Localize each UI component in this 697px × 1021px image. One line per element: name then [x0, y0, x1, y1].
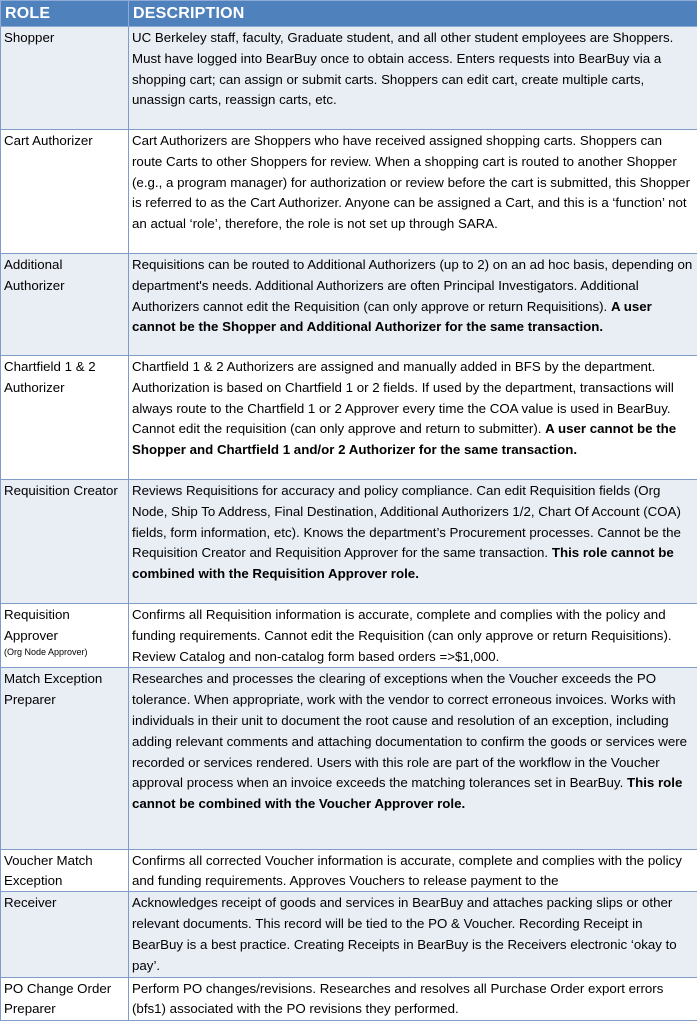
role-note: (Org Node Approver) [4, 647, 125, 658]
table-row [1, 977, 697, 1021]
description-bold-note: A user cannot be the Shopper and Chartfield 1 and/or 2 Authorizer for the same transaction. [132, 421, 676, 457]
description-text: Cart Authorizers are Shoppers who have received assigned shopping carts. Shoppers can route Carts to other Shoppers for review. When a shopping cart is routed to another Shopper (e.g., a program manager) for authorization or review before the cart is submitted, this Shopper is referred to as the Cart Authorizer. Anyone can be assigned a Cart, and this is a ‘function’ not an actual ‘role’, therefore, the role is not set up through SARA. [132, 133, 690, 231]
role-name: Shopper [4, 30, 54, 45]
role-column-header: ROLE [1, 1, 129, 27]
table-row [1, 27, 697, 130]
role-name: Requisition Approver [4, 607, 70, 643]
role-cell [1, 130, 129, 254]
role-cell [1, 604, 129, 668]
role-cell [1, 27, 129, 130]
role-name: Requisition Creator [4, 483, 118, 498]
description-bold-note: A user cannot be the Shopper and Additional Authorizer for the same transaction. [132, 299, 652, 335]
role-name: Receiver [4, 895, 56, 910]
description-text: Requisitions can be routed to Additional Authorizers (up to 2) on an ad hoc basis, depending on department's needs. Additional Authorizers are often Principal Investigators. Additional Authorizers cannot edit the Requisition (can only approve or return Requisitions). [132, 257, 692, 314]
role-cell [1, 668, 129, 850]
description-bold-note: This role cannot be combined with the Voucher Approver role. [132, 775, 682, 811]
description-column-header: DESCRIPTION [129, 1, 697, 27]
description-text: UC Berkeley staff, faculty, Graduate student, and all other student employees are Shoppers. Must have logged into BearBuy once to obtain access. Enters requests into BearBuy via a shopping cart; can assign or submit carts. Shoppers can edit cart, create multiple carts, unassign carts, reassign carts, etc. [132, 30, 673, 107]
description-cell [129, 27, 697, 130]
description-cell [129, 850, 697, 892]
description-text: Confirms all corrected Voucher information is accurate, complete and complies with the policy and funding requirements. Approves Vouchers to release payment to the [132, 853, 682, 888]
description-text: Acknowledges receipt of goods and services in BearBuy and attaches packing slips or other relevant documents. This record will be tied to the PO & Voucher. Recording Receipt in BearBuy is a best practice. Creating Receipts in BearBuy is the Receivers electronic ‘okay to pay’. [132, 895, 677, 972]
description-text: Researches and processes the clearing of exceptions when the Voucher exceeds the PO tolerance. When appropriate, work with the vendor to correct erroneous invoices. Works with individuals in their unit to document the root cause and resolution of an exception, including adding relevant comments and attaching documentation to confirm the goods or services were recorded or services rendered. Users with this role are part of the workflow in the Voucher approval process when an invoice exceeds the matching tolerances set in BearBuy. [132, 671, 687, 790]
role-name: Voucher Match Exception [4, 853, 93, 888]
role-cell [1, 480, 129, 604]
table-row [1, 668, 697, 850]
role-cell [1, 356, 129, 480]
description-text: Confirms all Requisition information is accurate, complete and complies with the policy and funding requirements. Cannot edit the Requisition (can only approve or return Requisitions). Review Catalog and non-catalog form based orders =>$1,000. [132, 607, 672, 664]
description-cell [129, 892, 697, 977]
table-row [1, 356, 697, 480]
description-cell [129, 356, 697, 480]
description-bold-note: This role cannot be combined with the Requisition Approver role. [132, 545, 674, 581]
description-cell [129, 668, 697, 850]
description-cell [129, 254, 697, 356]
table-row [1, 892, 697, 977]
description-text: Perform PO changes/revisions. Researches and resolves all Purchase Order export errors (bfs1) associated with the PO revisions they performed. [132, 981, 663, 1017]
table-row [1, 254, 697, 356]
description-text: Reviews Requisitions for accuracy and policy compliance. Can edit Requisition fields (Org Node, Ship To Address, Final Destination, Additional Authorizers 1/2, Chart Of Account (COA) fields, form information, etc). Knows the department’s Procurement processes. Cannot be the Requisition Creator and Requisition Approver for the same transaction. [132, 483, 681, 560]
description-cell [129, 977, 697, 1021]
description-cell [129, 480, 697, 604]
description-cell [129, 604, 697, 668]
description-text: Chartfield 1 & 2 Authorizers are assigned and manually added in BFS by the department. Authorization is based on Chartfield 1 or 2 fields. If used by the department, transactions will always route to the Chartfield 1 or 2 Approver every time the COA value is used in BearBuy. Cannot edit the requisition (can only approve and return to submitter). [132, 359, 674, 436]
table-row [1, 604, 697, 668]
table-row [1, 130, 697, 254]
role-cell [1, 892, 129, 977]
role-name: Chartfield 1 & 2 Authorizer [4, 359, 96, 395]
table-row [1, 480, 697, 604]
role-cell [1, 850, 129, 892]
description-cell [129, 130, 697, 254]
role-name: Match Exception Preparer [4, 671, 102, 707]
table-row [1, 850, 697, 892]
role-name: Additional Authorizer [4, 257, 65, 293]
role-name: PO Change Order Preparer [4, 981, 111, 1017]
table-header-row [1, 1, 697, 27]
role-name: Cart Authorizer [4, 133, 93, 148]
role-cell [1, 977, 129, 1021]
role-cell [1, 254, 129, 356]
